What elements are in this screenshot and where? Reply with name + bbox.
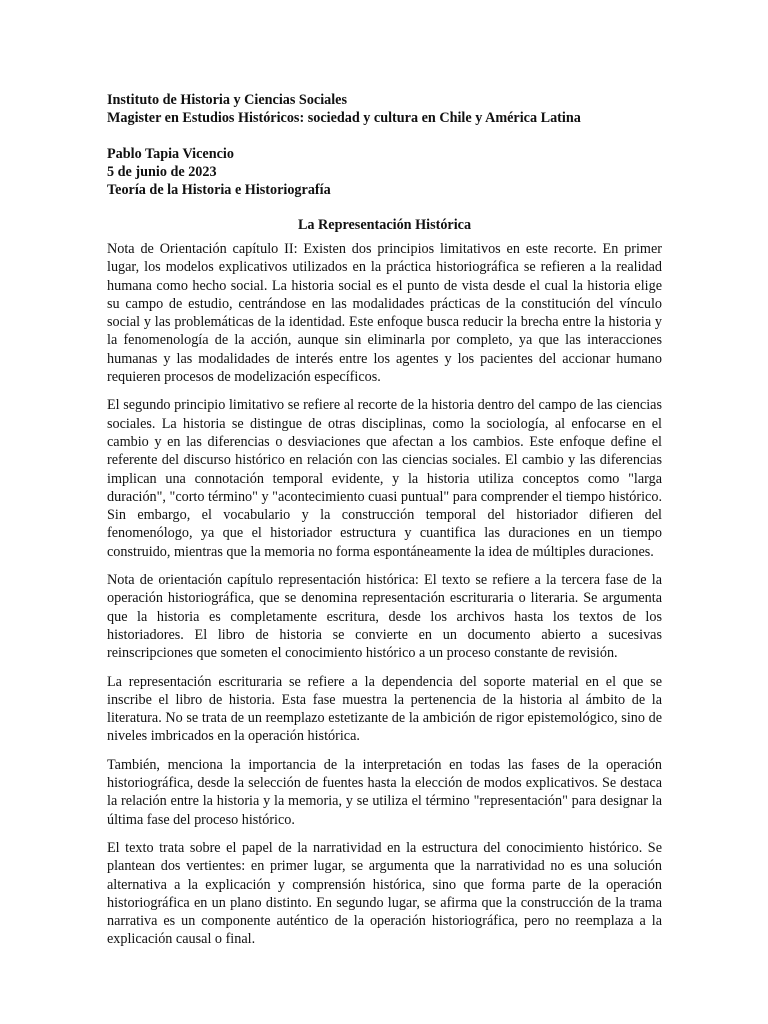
body-paragraph: Nota de Orientación capítulo II: Existen dos principios limitativos en este recorte. En primer lugar, los modelos explicativos utilizados en la práctica historiográfica se refieren a la realidad humana como hecho social. La historia social es el punto de vista desde el cual la historia elige su campo de estudio, centrándose en las modalidades prácticas de la constitución del vínculo social y las problemáticas de la identidad. Este enfoque busca reducir la brecha entre la historia y la fenomenología de la acción, aunque sin eliminarla por completo, ya que las interacciones humanas y las modalidades de interés entre los agentes y los pacientes del accionar humano requieren procesos de modelización específicos. [107, 241, 662, 386]
course-name: Teoría de la Historia e Historiografía [107, 182, 331, 198]
body-paragraph: Nota de orientación capítulo representación histórica: El texto se refiere a la tercera fase de la operación historiográfica, que se denomina representación escrituraria o literaria. Se argumenta que la historia es completamente escritura, desde los archivos hasta los textos de los historiadores. El libro de historia se convierte en un documento abierto a sucesivas reinscripciones que someten el conocimiento histórico a un proceso constante de revisión. [107, 572, 662, 662]
body-paragraph: También, menciona la importancia de la interpretación en todas las fases de la operación historiográfica, desde la selección de fuentes hasta la elección de modos explicativos. Se destaca la relación entre la historia y la memoria, y se utiliza el término "representación" para designar la última fase del proceso histórico. [107, 756, 662, 828]
document-body [107, 240, 662, 949]
body-paragraph: La representación escrituraria se refiere a la dependencia del soporte material en el que se inscribe el libro de historia. Esta fase muestra la pertenencia de la historia al ámbito de la literatura. No se trata de un reemplazo estetizante de la ambición de rigor epistemológico, sino de niveles imbricados en la operación histórica. [107, 673, 662, 745]
document-date: 5 de junio de 2023 [107, 164, 217, 180]
document-title: La Representación Histórica [297, 217, 472, 233]
program-name: Magister en Estudios Históricos: sociedad y cultura en Chile y América Latina [107, 110, 581, 126]
body-paragraph: El segundo principio limitativo se refiere al recorte de la historia dentro del campo de las ciencias sociales. La historia se distingue de otras disciplinas, como la sociología, al enfocarse en el cambio y en las diferencias o desviaciones que afectan a los cambios. Este enfoque define el referente del discurso histórico en relación con las ciencias sociales. El cambio y las diferencias implican una connotación temporal evidente, y la historia utiliza conceptos como "larga duración", "corto término" y "acontecimiento cuasi puntual" para comprender el tiempo histórico. Sin embargo, el vocabulario y la construcción temporal del historiador difieren del fenomenólogo, ya que el historiador estructura y cuantifica las duraciones en un tiempo construido, mientras que la memoria no forma espontáneamente la idea de múltiples duraciones. [107, 397, 662, 560]
header-spacer [107, 127, 662, 145]
body-paragraph: El texto trata sobre el papel de la narratividad en la estructura del conocimiento histórico. Se plantean dos vertientes: en primer lugar, se argumenta que la narratividad no es una solución alternativa a la explicación y comprensión histórica, sino que forma parte de la operación historiográfica en un plano distinto. En segundo lugar, se afirma que la construcción de la trama narrativa es un componente auténtico de la operación historiográfica, pero no reemplaza a la explicación causal o final. [107, 839, 662, 948]
document-header [107, 91, 662, 199]
institute-name: Instituto de Historia y Ciencias Sociales [107, 92, 348, 108]
author-name: Pablo Tapia Vicencio [107, 146, 234, 162]
